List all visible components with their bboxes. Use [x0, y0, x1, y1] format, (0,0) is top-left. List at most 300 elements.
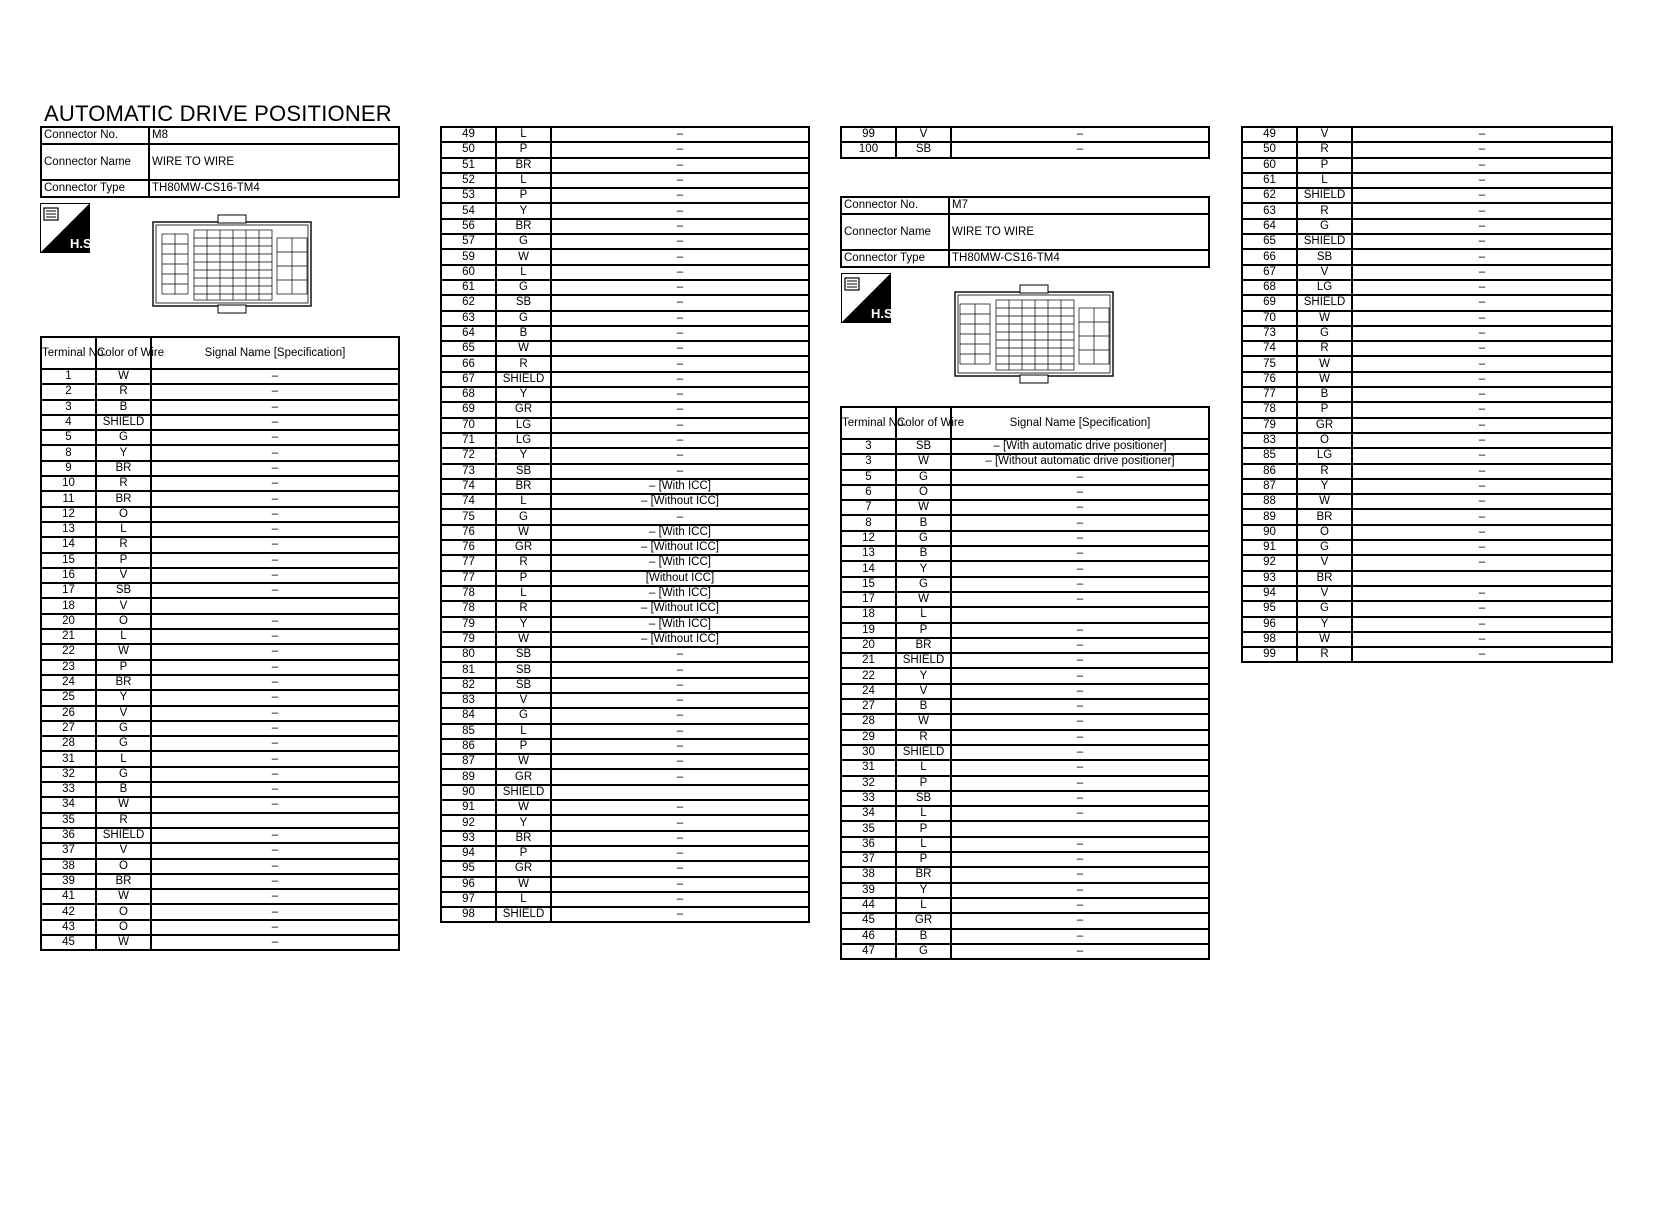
terminal-no-cell: 86 [441, 739, 496, 754]
terminal-no-cell: 78 [441, 601, 496, 616]
terminal-no-cell: 32 [41, 767, 96, 782]
signal-name-cell: – [551, 464, 809, 479]
signal-name-cell [951, 821, 1209, 836]
wire-color-cell: W [496, 877, 551, 892]
wire-color-cell: L [496, 892, 551, 907]
signal-name-cell: – [551, 861, 809, 876]
signal-name-cell: – [Without ICC] [551, 540, 809, 555]
signal-name-cell: – [1352, 586, 1612, 601]
terminal-no-cell: 5 [841, 470, 896, 485]
terminal-no-cell: 69 [441, 402, 496, 417]
m8-terminal-table-3 [840, 126, 1210, 159]
table-row [441, 586, 809, 601]
terminal-no-cell: 45 [41, 935, 96, 950]
terminal-no-cell: 89 [1242, 509, 1297, 524]
terminal-no-cell: 62 [1242, 188, 1297, 203]
signal-name-cell: – [1352, 173, 1612, 188]
wire-color-cell: GR [1297, 418, 1352, 433]
wire-color-cell: L [896, 760, 951, 775]
terminal-no-cell: 74 [441, 479, 496, 494]
terminal-no-cell: 36 [841, 837, 896, 852]
signal-name-cell: – [1352, 372, 1612, 387]
m8-terminal-table-2 [440, 126, 810, 923]
table-row [1242, 219, 1612, 234]
table-row [441, 555, 809, 570]
terminal-no-cell: 93 [1242, 571, 1297, 586]
table-row [41, 400, 399, 415]
table-row [41, 874, 399, 889]
wire-color-cell: Y [496, 617, 551, 632]
table-row [841, 439, 1209, 454]
wire-color-cell: G [896, 577, 951, 592]
table-row [1242, 433, 1612, 448]
table-row [441, 601, 809, 616]
wire-color-cell: O [96, 920, 151, 935]
signal-name-cell [1352, 571, 1612, 586]
wire-color-cell: Y [96, 445, 151, 460]
wire-color-cell: SHIELD [1297, 188, 1352, 203]
signal-name-cell: – [With ICC] [551, 617, 809, 632]
signal-name-cell: – [1352, 219, 1612, 234]
terminal-no-cell: 90 [1242, 525, 1297, 540]
terminal-no-cell: 15 [41, 553, 96, 568]
wire-color-cell: BR [96, 461, 151, 476]
signal-name-cell: – [551, 724, 809, 739]
wire-color-cell: V [96, 843, 151, 858]
table-row [841, 592, 1209, 607]
signal-name-cell: – [1352, 326, 1612, 341]
wire-color-cell: G [496, 280, 551, 295]
terminal-no-cell: 76 [441, 540, 496, 555]
signal-name-cell: – [1352, 402, 1612, 417]
terminal-no-cell: 77 [1242, 387, 1297, 402]
table-row [441, 907, 809, 922]
signal-name-cell: – [1352, 601, 1612, 616]
terminal-no-cell: 59 [441, 249, 496, 264]
signal-name-cell [951, 607, 1209, 622]
terminal-no-cell: 21 [41, 629, 96, 644]
terminal-no-cell: 72 [441, 448, 496, 463]
table-row [841, 561, 1209, 576]
table-row [841, 546, 1209, 561]
terminal-no-cell: 47 [841, 944, 896, 959]
table-row [1242, 280, 1612, 295]
wire-color-cell: B [896, 546, 951, 561]
terminal-no-cell: 2 [41, 384, 96, 399]
signal-name-cell: – [1352, 418, 1612, 433]
terminal-no-cell: 16 [41, 568, 96, 583]
wire-color-cell: SHIELD [1297, 234, 1352, 249]
wire-color-cell: V [1297, 127, 1352, 142]
wire-color-cell: L [896, 607, 951, 622]
terminal-no-cell: 64 [1242, 219, 1297, 234]
signal-name-cell: – [151, 415, 399, 430]
connector-no-value: M8 [149, 127, 399, 144]
table-row [1242, 494, 1612, 509]
table-row [441, 402, 809, 417]
signal-name-cell: – [151, 675, 399, 690]
signal-name-cell: – [1352, 311, 1612, 326]
terminal-no-cell: 60 [441, 265, 496, 280]
signal-name-cell: – [151, 889, 399, 904]
signal-name-cell: – [951, 898, 1209, 913]
signal-name-cell: – [1352, 525, 1612, 540]
terminal-no-cell: 61 [441, 280, 496, 295]
signal-name-cell: – [151, 537, 399, 552]
terminal-no-cell: 12 [841, 531, 896, 546]
signal-name-cell: – [551, 907, 809, 922]
terminal-no-cell: 29 [841, 730, 896, 745]
wire-color-cell: LG [1297, 448, 1352, 463]
terminal-no-cell: 14 [841, 561, 896, 576]
terminal-no-cell: 10 [41, 476, 96, 491]
connector-name-label: Connector Name [41, 144, 149, 180]
signal-name-cell: – [1352, 479, 1612, 494]
table-row [841, 623, 1209, 638]
wire-color-cell: L [1297, 173, 1352, 188]
table-row [441, 540, 809, 555]
table-row [441, 356, 809, 371]
wire-color-cell: GR [896, 913, 951, 928]
wire-color-cell: SB [496, 464, 551, 479]
signal-name-cell: – [1352, 540, 1612, 555]
wire-color-cell: V [1297, 265, 1352, 280]
signal-name-cell: – [151, 920, 399, 935]
signal-name-cell: – [951, 470, 1209, 485]
table-row [441, 494, 809, 509]
signal-name-cell: – [951, 531, 1209, 546]
wire-color-cell: V [1297, 555, 1352, 570]
connector-name-value: WIRE TO WIRE [149, 144, 399, 180]
signal-name-cell: – [151, 660, 399, 675]
wire-color-cell: G [496, 234, 551, 249]
signal-name-cell: – [951, 806, 1209, 821]
terminal-no-cell: 24 [841, 684, 896, 699]
signal-name-cell: – [1352, 387, 1612, 402]
signal-name-cell: – [151, 445, 399, 460]
table-row [841, 837, 1209, 852]
wire-color-cell: SB [496, 647, 551, 662]
table-row [441, 326, 809, 341]
terminal-no-cell: 9 [41, 461, 96, 476]
terminal-no-cell: 24 [41, 675, 96, 690]
terminal-no-cell: 37 [41, 843, 96, 858]
terminal-no-cell: 98 [1242, 632, 1297, 647]
wire-color-cell: P [896, 852, 951, 867]
table-row [441, 142, 809, 157]
signal-name-cell: – [1352, 356, 1612, 371]
terminal-no-cell: 78 [441, 586, 496, 601]
table-row [841, 668, 1209, 683]
table-row [841, 142, 1209, 157]
table-row [1242, 341, 1612, 356]
signal-name-cell: – [551, 708, 809, 723]
table-row [441, 341, 809, 356]
terminal-no-cell: 49 [441, 127, 496, 142]
table-row [441, 173, 809, 188]
terminal-no-cell: 37 [841, 852, 896, 867]
table-row [1242, 540, 1612, 555]
terminal-no-cell: 34 [41, 797, 96, 812]
wire-color-cell: BR [96, 491, 151, 506]
signal-name-cell: – [951, 485, 1209, 500]
terminal-no-cell: 32 [841, 776, 896, 791]
m8-terminal-table-1 [40, 336, 400, 951]
signal-name-cell: – [551, 311, 809, 326]
signal-name-cell: – [551, 249, 809, 264]
wire-color-cell: W [896, 714, 951, 729]
wire-color-cell: G [1297, 601, 1352, 616]
wire-color-cell: R [1297, 464, 1352, 479]
table-row [41, 644, 399, 659]
table-row [841, 791, 1209, 806]
table-row [841, 944, 1209, 959]
terminal-no-cell: 30 [841, 745, 896, 760]
table-row [841, 929, 1209, 944]
wire-color-cell: V [496, 693, 551, 708]
table-row [41, 537, 399, 552]
wire-color-cell: G [1297, 219, 1352, 234]
table-row [441, 769, 809, 784]
signal-name-cell: – [1352, 280, 1612, 295]
signal-name-cell: [Without ICC] [551, 571, 809, 586]
signal-name-cell: – [551, 418, 809, 433]
terminal-no-cell: 11 [41, 491, 96, 506]
table-row [841, 470, 1209, 485]
signal-name-cell: – [551, 800, 809, 815]
signal-name-cell [551, 785, 809, 800]
wire-color-cell: W [96, 935, 151, 950]
wire-color-cell: R [896, 730, 951, 745]
wire-color-cell: BR [896, 867, 951, 882]
table-row [841, 485, 1209, 500]
wire-color-cell: P [96, 553, 151, 568]
signal-name-cell: – [951, 653, 1209, 668]
wire-color-cell: SHIELD [896, 745, 951, 760]
wire-color-cell: B [96, 782, 151, 797]
wire-color-cell: Y [496, 815, 551, 830]
wire-color-cell: BR [96, 874, 151, 889]
terminal-no-cell: 97 [441, 892, 496, 907]
terminal-no-cell: 52 [441, 173, 496, 188]
wire-color-cell: R [96, 813, 151, 828]
table-row [41, 843, 399, 858]
wire-color-cell: SB [1297, 249, 1352, 264]
wire-color-cell: O [896, 485, 951, 500]
wire-color-cell: W [496, 754, 551, 769]
terminal-no-cell: 87 [1242, 479, 1297, 494]
terminal-no-cell: 46 [841, 929, 896, 944]
terminal-no-cell: 34 [841, 806, 896, 821]
signal-name-cell: – [1352, 188, 1612, 203]
table-row [1242, 509, 1612, 524]
table-row [441, 295, 809, 310]
signal-name-cell: – [551, 693, 809, 708]
terminal-no-cell: 25 [41, 690, 96, 705]
terminal-no-cell: 35 [41, 813, 96, 828]
table-row [1242, 265, 1612, 280]
terminal-no-cell: 43 [41, 920, 96, 935]
table-row [41, 706, 399, 721]
terminal-no-cell: 42 [41, 904, 96, 919]
signal-name-cell: – [951, 684, 1209, 699]
terminal-no-cell: 6 [841, 485, 896, 500]
wire-color-cell: GR [496, 861, 551, 876]
terminal-no-cell: 7 [841, 500, 896, 515]
wire-color-cell: GR [496, 769, 551, 784]
harness-side-icon [40, 203, 96, 253]
terminal-no-cell: 22 [841, 668, 896, 683]
wire-color-cell: L [896, 837, 951, 852]
m7-connector-face-diagram [954, 284, 1116, 384]
table-row [1242, 234, 1612, 249]
terminal-no-cell: 18 [841, 607, 896, 622]
table-row [41, 384, 399, 399]
table-row [1242, 617, 1612, 632]
header-color: Color of Wire [96, 337, 151, 369]
terminal-no-cell: 99 [1242, 647, 1297, 662]
terminal-no-cell: 3 [41, 400, 96, 415]
terminal-no-cell: 51 [441, 158, 496, 173]
terminal-no-cell: 50 [1242, 142, 1297, 157]
terminal-no-cell: 36 [41, 828, 96, 843]
wire-color-cell: W [1297, 494, 1352, 509]
wire-color-cell: B [96, 400, 151, 415]
wire-color-cell: V [96, 706, 151, 721]
wire-color-cell: R [1297, 203, 1352, 218]
signal-name-cell: – [1352, 158, 1612, 173]
wire-color-cell: B [896, 929, 951, 944]
wire-color-cell: L [496, 265, 551, 280]
wire-color-cell: SHIELD [96, 828, 151, 843]
terminal-no-cell: 33 [41, 782, 96, 797]
table-row [1242, 326, 1612, 341]
signal-name-cell: – [551, 739, 809, 754]
wire-color-cell: Y [496, 448, 551, 463]
table-row [1242, 571, 1612, 586]
wire-color-cell: G [96, 721, 151, 736]
wire-color-cell: R [96, 537, 151, 552]
wire-color-cell: V [1297, 586, 1352, 601]
wire-color-cell: R [1297, 341, 1352, 356]
table-row [441, 158, 809, 173]
table-row [41, 935, 399, 950]
signal-name-cell: – [With automatic drive positioner] [951, 439, 1209, 454]
header-signal: Signal Name [Specification] [151, 337, 399, 369]
signal-name-cell: – [1352, 265, 1612, 280]
signal-name-cell: – [951, 638, 1209, 653]
header-terminal: Terminal No. [841, 407, 896, 439]
signal-name-cell: – [With ICC] [551, 479, 809, 494]
table-row [441, 815, 809, 830]
terminal-no-cell: 96 [1242, 617, 1297, 632]
signal-name-cell: – [151, 430, 399, 445]
table-row [41, 568, 399, 583]
m7-connector-info [840, 196, 1210, 268]
signal-name-cell: – [551, 356, 809, 371]
header-signal: Signal Name [Specification] [951, 407, 1209, 439]
terminal-no-cell: 13 [841, 546, 896, 561]
terminal-no-cell: 3 [841, 454, 896, 469]
terminal-no-cell: 75 [1242, 356, 1297, 371]
table-row [41, 751, 399, 766]
wire-color-cell: B [1297, 387, 1352, 402]
table-row [441, 219, 809, 234]
connector-type-label: Connector Type [841, 250, 949, 267]
table-row [441, 662, 809, 677]
terminal-no-cell: 63 [1242, 203, 1297, 218]
signal-name-cell [151, 598, 399, 613]
wire-color-cell: LG [496, 433, 551, 448]
terminal-no-cell: 5 [41, 430, 96, 445]
signal-name-cell: – [951, 929, 1209, 944]
table-row [441, 571, 809, 586]
table-row [841, 577, 1209, 592]
table-row [1242, 586, 1612, 601]
terminal-no-cell: 95 [441, 861, 496, 876]
terminal-no-cell: 21 [841, 653, 896, 668]
signal-name-cell: – [551, 662, 809, 677]
signal-name-cell: – [951, 867, 1209, 882]
table-row [1242, 464, 1612, 479]
signal-name-cell: – [151, 400, 399, 415]
hs-label: H.S. [70, 236, 96, 251]
signal-name-cell: – [951, 592, 1209, 607]
wire-color-cell: B [896, 699, 951, 714]
table-row [441, 739, 809, 754]
terminal-no-cell: 12 [41, 507, 96, 522]
wire-color-cell: G [896, 470, 951, 485]
signal-name-cell: – [951, 127, 1209, 142]
terminal-no-cell: 14 [41, 537, 96, 552]
wire-color-cell: W [896, 592, 951, 607]
table-row [41, 675, 399, 690]
table-row [841, 699, 1209, 714]
terminal-no-cell: 85 [441, 724, 496, 739]
wire-color-cell: W [96, 889, 151, 904]
terminal-no-cell: 65 [1242, 234, 1297, 249]
wire-color-cell: G [1297, 540, 1352, 555]
wire-color-cell: Y [1297, 617, 1352, 632]
terminal-no-cell: 28 [41, 736, 96, 751]
harness-side-icon [841, 273, 897, 323]
wire-color-cell: BR [1297, 509, 1352, 524]
connector-no-value: M7 [949, 197, 1209, 214]
table-row [1242, 632, 1612, 647]
table-row [41, 690, 399, 705]
table-row [841, 531, 1209, 546]
signal-name-cell: – [551, 295, 809, 310]
wire-color-cell: SB [896, 791, 951, 806]
table-row [841, 714, 1209, 729]
table-row [1242, 142, 1612, 157]
wire-color-cell: SB [96, 583, 151, 598]
signal-name-cell: – [551, 203, 809, 218]
table-row [441, 234, 809, 249]
wire-color-cell: P [96, 660, 151, 675]
wire-color-cell: P [496, 188, 551, 203]
wire-color-cell: L [96, 522, 151, 537]
wire-color-cell: W [496, 800, 551, 815]
signal-name-cell: – [551, 769, 809, 784]
signal-name-cell: – [551, 678, 809, 693]
terminal-no-cell: 66 [441, 356, 496, 371]
terminal-no-cell: 71 [441, 433, 496, 448]
terminal-no-cell: 22 [41, 644, 96, 659]
terminal-no-cell: 49 [1242, 127, 1297, 142]
table-row [441, 785, 809, 800]
wire-color-cell: R [496, 555, 551, 570]
